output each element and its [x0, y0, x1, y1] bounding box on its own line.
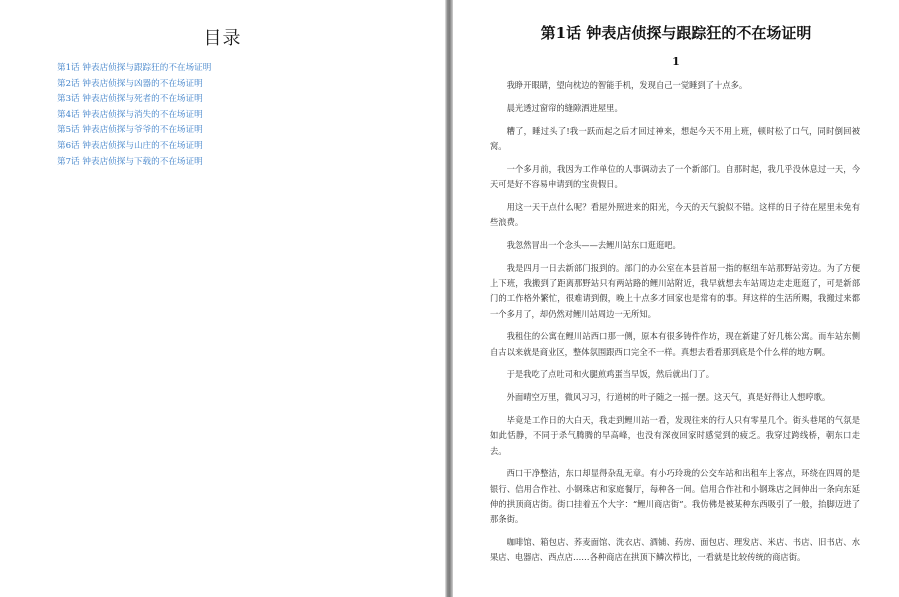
- chapter-title: 第1话 钟表店侦探与跟踪狂的不在场证明: [540, 24, 812, 42]
- paragraph: 我租住的公寓在鲤川站西口那一侧，原本有很多铸件作坊，现在新建了好几栋公寓。而车站东侧自古以来就是商业区，整体氛围跟西口完全不一样。真想去看看那到底是个什么样的地方啊。: [490, 331, 860, 357]
- paragraph: 外面晴空万里，微风习习，行道树的叶子随之一摇一摆。这天气，真是好得让人想哼歌。: [506, 392, 831, 403]
- toc-link-chapter-6[interactable]: 第6话 钟表店侦探与山庄的不在场证明: [57, 140, 203, 151]
- toc-link-chapter-3[interactable]: 第3话 钟表店侦探与死者的不在场证明: [57, 94, 203, 105]
- paragraph: 我忽然冒出一个念头——去鲤川站东口逛逛吧。: [506, 239, 681, 250]
- paragraph: 我睁开眼睛，望向枕边的智能手机，发现自己一觉睡到了十点多。: [506, 80, 748, 90]
- paragraph: 咖啡馆、箱包店、荞麦面馆、洗衣店、酒铺、药房、面包店、理发店、米店、书店、旧书店、水果店、电器店、西点店……各种商店在拱顶下鳞次栉比，一看就是比较传统的商店街。: [490, 537, 860, 563]
- page-divider: [445, 0, 453, 597]
- chapter-body: [490, 78, 860, 573]
- paragraph: 于是我吃了点吐司和火腿煎鸡蛋当早饭，然后就出门了。: [506, 369, 715, 380]
- toc-list: [57, 61, 211, 170]
- paragraph: 糟了，睡过头了!我一跃而起之后才回过神来，想起今天不用上班，顿时松了口气，同时倒回被窝。: [490, 125, 860, 151]
- paragraph: 用这一天干点什么呢？看屋外照进来的阳光，今天的天气貌似不错。这样的日子待在屋里未免有些浪费。: [490, 201, 860, 228]
- chapter-page: [453, 0, 899, 597]
- toc-title: 目录: [203, 28, 242, 49]
- toc-link-chapter-4[interactable]: 第4话 钟表店侦探与消失的不在场证明: [57, 109, 203, 120]
- toc-page: [0, 0, 445, 597]
- toc-link-chapter-1[interactable]: 第1话 钟表店侦探与跟踪狂的不在场证明: [57, 63, 212, 73]
- toc-link-chapter-2[interactable]: 第2话 钟表店侦探与凶器的不在场证明: [57, 78, 203, 89]
- toc-link-chapter-7[interactable]: 第7话 钟表店侦探与下载的不在场证明: [57, 156, 203, 167]
- paragraph: 西口干净整洁，东口却显得杂乱无章。有小巧玲珑的公交车站和出租车上客点，环绕在四周的是银行、信用合作社、小钢珠店和家庭餐厅，每种各一间。信用合作社和小钢珠店之间伸出一条向东延伸的拱顶商店街。街口挂着五个大字：“鲤川商店街”。我仿佛是被某种东西吸引了一般，抬脚迈进了那条街。: [490, 468, 860, 525]
- paragraph: 毕竟是工作日的大白天，我走到鲤川站一看，发现往来的行人只有零星几个。街头巷尾的气氛是如此恬静，不同于杀气腾腾的早高峰，也没有深夜回家时感觉到的疲乏。我穿过跨线桥，朝东口走去。: [490, 415, 860, 456]
- section-number: 1: [672, 55, 680, 68]
- toc-link-chapter-5[interactable]: 第5话 钟表店侦探与爷爷的不在场证明: [57, 125, 203, 136]
- paragraph: 一个多月前，我因为工作单位的人事调动去了一个新部门。自那时起，我几乎没休息过一天，今天可是好不容易申请到的宝贵假日。: [490, 163, 860, 189]
- paragraph: 晨光透过窗帘的缝隙洒进屋里。: [506, 102, 623, 113]
- paragraph: 我是四月一日去新部门报到的。部门的办公室在本县首屈一指的枢纽车站那野站旁边。为了方便上下班，我搬到了距离那野站只有两站路的鲤川站附近，我早就想去车站周边走走逛逛了，可是新部门的工作格外繁忙，很难请到假，晚上十点多才回家也是常有的事。拜这样的生活所赐，我搬过来都一个多月了，却仍然对鲤川站周边一无所知。: [490, 262, 860, 319]
